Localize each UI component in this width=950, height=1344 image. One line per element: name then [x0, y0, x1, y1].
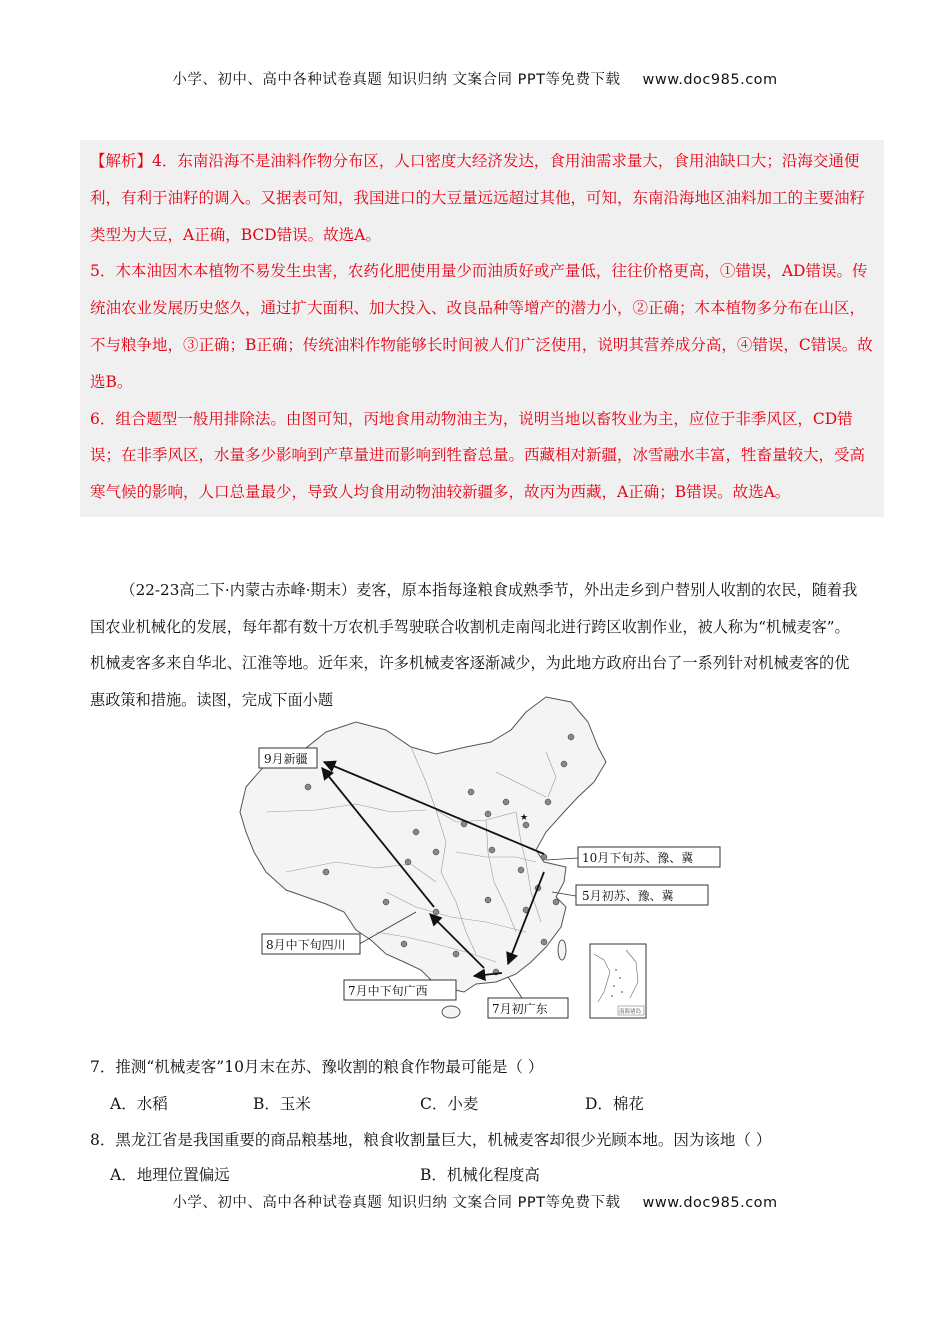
footer-url[interactable]: www.doc985.com [642, 1195, 778, 1211]
label-sichuan: 8月中下旬四川 [266, 938, 346, 952]
q8-option-a[interactable]: A．地理位置偏远 [110, 1166, 230, 1184]
q7-option-b[interactable]: B．玉米 [253, 1095, 311, 1113]
header-url[interactable]: www.doc985.com [642, 72, 778, 88]
hainan-island [442, 1006, 460, 1018]
label-xinjiang: 9月新疆 [264, 752, 308, 766]
china-map [226, 692, 694, 1024]
label-oct: 10月下旬苏、豫、冀 [582, 851, 694, 865]
q8-option-b[interactable]: B．机械化程度高 [420, 1166, 540, 1184]
analysis-q5: 5．木本油因木本植物不易发生虫害，农药化肥使用量少而油质好或产量低，往往价格更高，①错误，AD错误。传统油农业发展历史悠久，通过扩大面积、加大投入、改良品种等增产的潜力小，②正确；木本植物多分布在山区，不与粮争地，③正确；B正确；传统油料作物能够长时间被人们广泛使用，说明其营养成分高，④错误，C错误。故选B。 [90, 262, 873, 391]
analysis-tag: 【解析】 [90, 152, 153, 170]
analysis-q4-text: 4．东南沿海不是油料作物分布区，人口密度大经济发达，食用油需求量大，食用油缺口大；沿海交通便利，有利于油籽的调入。又据表可知，我国进口的大豆量远远超过其他，可知，东南沿海地区油料加工的主要油籽类型为大豆，A正确，BCD错误。故选A。 [90, 152, 866, 244]
label-may: 5月初苏、豫、冀 [582, 889, 674, 903]
label-guangdong: 7月初广东 [492, 1002, 548, 1016]
page-footer [0, 1191, 950, 1212]
analysis-box [80, 140, 884, 517]
q7-option-d[interactable]: D．棉花 [585, 1095, 644, 1113]
q7-option-a[interactable]: A．水稻 [110, 1095, 168, 1113]
question-8: 8．黑龙江省是我国重要的商品粮基地，粮食收割量巨大，机械麦客却很少光顾本地。因为该地（ ） [90, 1131, 772, 1149]
page-header [0, 68, 950, 89]
intro-text: （22-23高二下·内蒙古赤峰·期末）麦客，原本指每逢粮食成熟季节，外出走乡到户替别人收割的农民，随着我国农业机械化的发展，每年都有数十万农机手驾驶联合收割机走南闯北进行跨区收割作业，被人称为“机械麦客”。机械麦客多来自华北、江淮等地。近年来，许多机械麦客逐渐减少，为此地方政府出台了一系列针对机械麦客的优惠政策和措施。读图，完成下面小题 [90, 581, 858, 709]
q7-option-c[interactable]: C．小麦 [420, 1095, 479, 1113]
label-inset: 南海诸岛 [619, 1009, 642, 1015]
question-7: 7．推测“机械麦客”10月末在苏、豫收割的粮食作物最可能是（ ） [90, 1058, 544, 1076]
footer-text: 小学、初中、高中各种试卷真题 知识归纳 文案合同 PPT等免费下载 [172, 1195, 621, 1211]
label-guangxi: 7月中下旬广西 [348, 984, 428, 998]
south-sea-inset [590, 944, 646, 1018]
taiwan-island [558, 940, 566, 960]
beijing-star-icon: ★ [520, 813, 529, 823]
header-text: 小学、初中、高中各种试卷真题 知识归纳 文案合同 PPT等免费下载 [172, 72, 621, 88]
analysis-q6: 6．组合题型一般用排除法。由图可知，丙地食用动物油主为，说明当地以畜牧业为主，应位于非季风区，CD错误；在非季风区，水量多少影响到产草量进而影响到牲畜总量。西藏相对新疆，冰雪融水丰富，牲畜量较大，受高寒气候的影响，人口总量最少，导致人均食用动物油较新疆多，故丙为西藏，A正确；B错误。故选A。 [90, 409, 866, 502]
analysis-q4 [90, 143, 874, 253]
